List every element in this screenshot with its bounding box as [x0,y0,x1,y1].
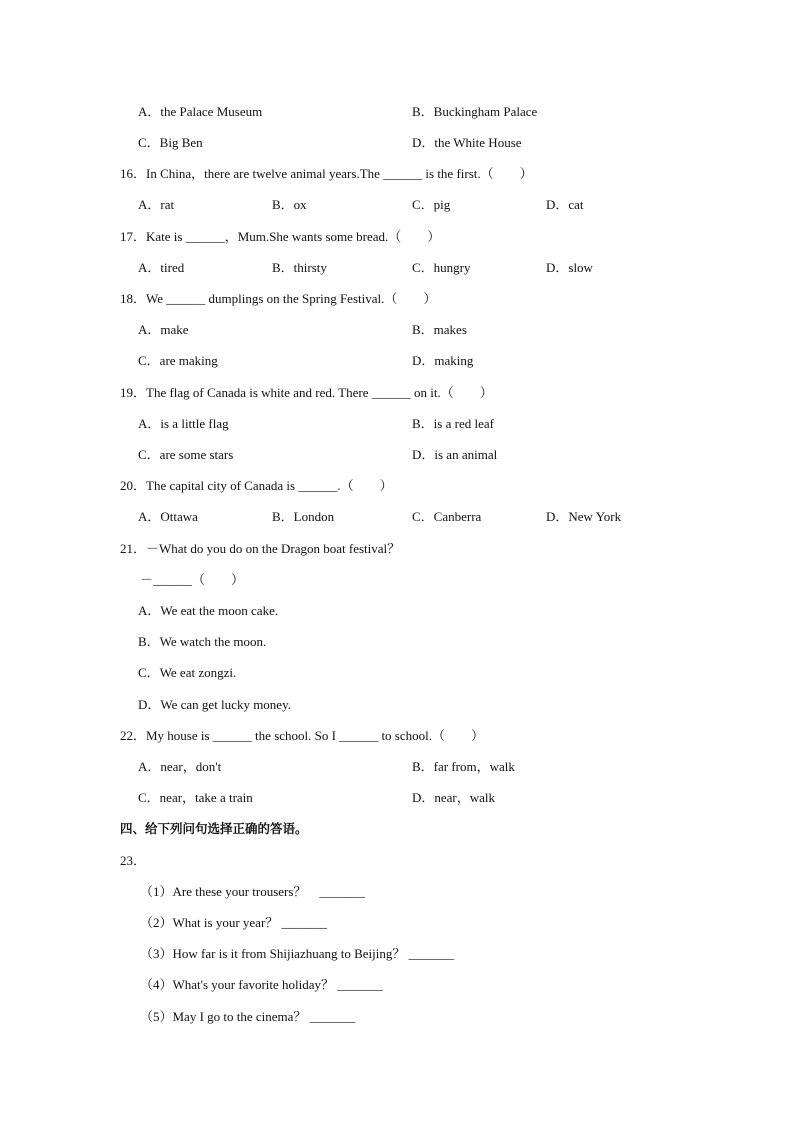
q23-number: 23． [120,853,147,868]
q22-option-c: C．near，take a train [138,790,253,805]
q18-option-b: B．makes [412,322,467,337]
q22-option-b: B．far from，walk [412,759,515,774]
q17-stem: 17．Kate is ______，Mum.She wants some bread.（ ） [120,229,441,244]
q16-stem: 16．In China，there are twelve animal years.The ______ is the first.（ ） [120,166,533,181]
q16-option-a: A．rat [138,197,175,212]
q20-stem: 20．The capital city of Canada is ______.（ ） [120,478,393,493]
q20-option-c: C．Canberra [412,509,482,524]
q16-option-d: D．cat [546,197,584,212]
section-4-title: 四、给下列问句选择正确的答语。 [120,821,308,836]
q17-option-b: B．thirsty [272,260,327,275]
q20-option-b: B．London [272,509,335,524]
q15-option-b: B．Buckingham Palace [412,104,538,119]
q18-option-a: A．make [138,322,189,337]
q21-option-a: A．We eat the moon cake. [138,603,279,618]
q22-option-d: D．near，walk [412,790,496,805]
q15-option-d: D．the White House [412,135,522,150]
q20-option-a: A．Ottawa [138,509,198,524]
q21-option-c: C．We eat zongzi. [138,665,237,680]
q17-option-a: A．tired [138,260,185,275]
q21-option-b: B．We watch the moon. [138,634,267,649]
q15-option-a: A．the Palace Museum [138,104,263,119]
q18-option-c: C．are making [138,353,218,368]
q19-option-b: B．is a red leaf [412,416,494,431]
q21-stem: 21．－What do you do on the Dragon boat festival？ [120,541,401,556]
q18-option-d: D．making [412,353,474,368]
q16-option-c: C．pig [412,197,451,212]
q23-item-2: （2）What is your year？ _______ [140,915,328,930]
q17-option-c: C．hungry [412,260,471,275]
q19-option-a: A．is a little flag [138,416,229,431]
q19-stem: 19．The flag of Canada is white and red. There ______ on it.（ ） [120,385,493,400]
q19-option-d: D．is an animal [412,447,498,462]
q17-option-d: D．slow [546,260,593,275]
q23-item-4: （4）What's your favorite holiday？ _______ [140,977,383,992]
q22-stem: 22．My house is ______ the school. So I ______ to school.（ ） [120,728,484,743]
q18-stem: 18．We ______ dumplings on the Spring Festival.（ ） [120,291,437,306]
q21-option-d: D．We can get lucky money. [138,697,291,712]
q23-item-1: （1）Are these your trousers？ _______ [140,884,365,899]
q16-option-b: B．ox [272,197,307,212]
q22-option-a: A．near，don't [138,759,222,774]
q19-option-c: C．are some stars [138,447,234,462]
q20-option-d: D．New York [546,509,622,524]
q15-option-c: C．Big Ben [138,135,203,150]
q21-answer-line: －______（ ） [140,572,245,587]
q23-item-3: （3）How far is it from Shijiazhuang to Beijing？ _______ [140,946,455,961]
q23-item-5: （5）May I go to the cinema？ _______ [140,1009,356,1024]
